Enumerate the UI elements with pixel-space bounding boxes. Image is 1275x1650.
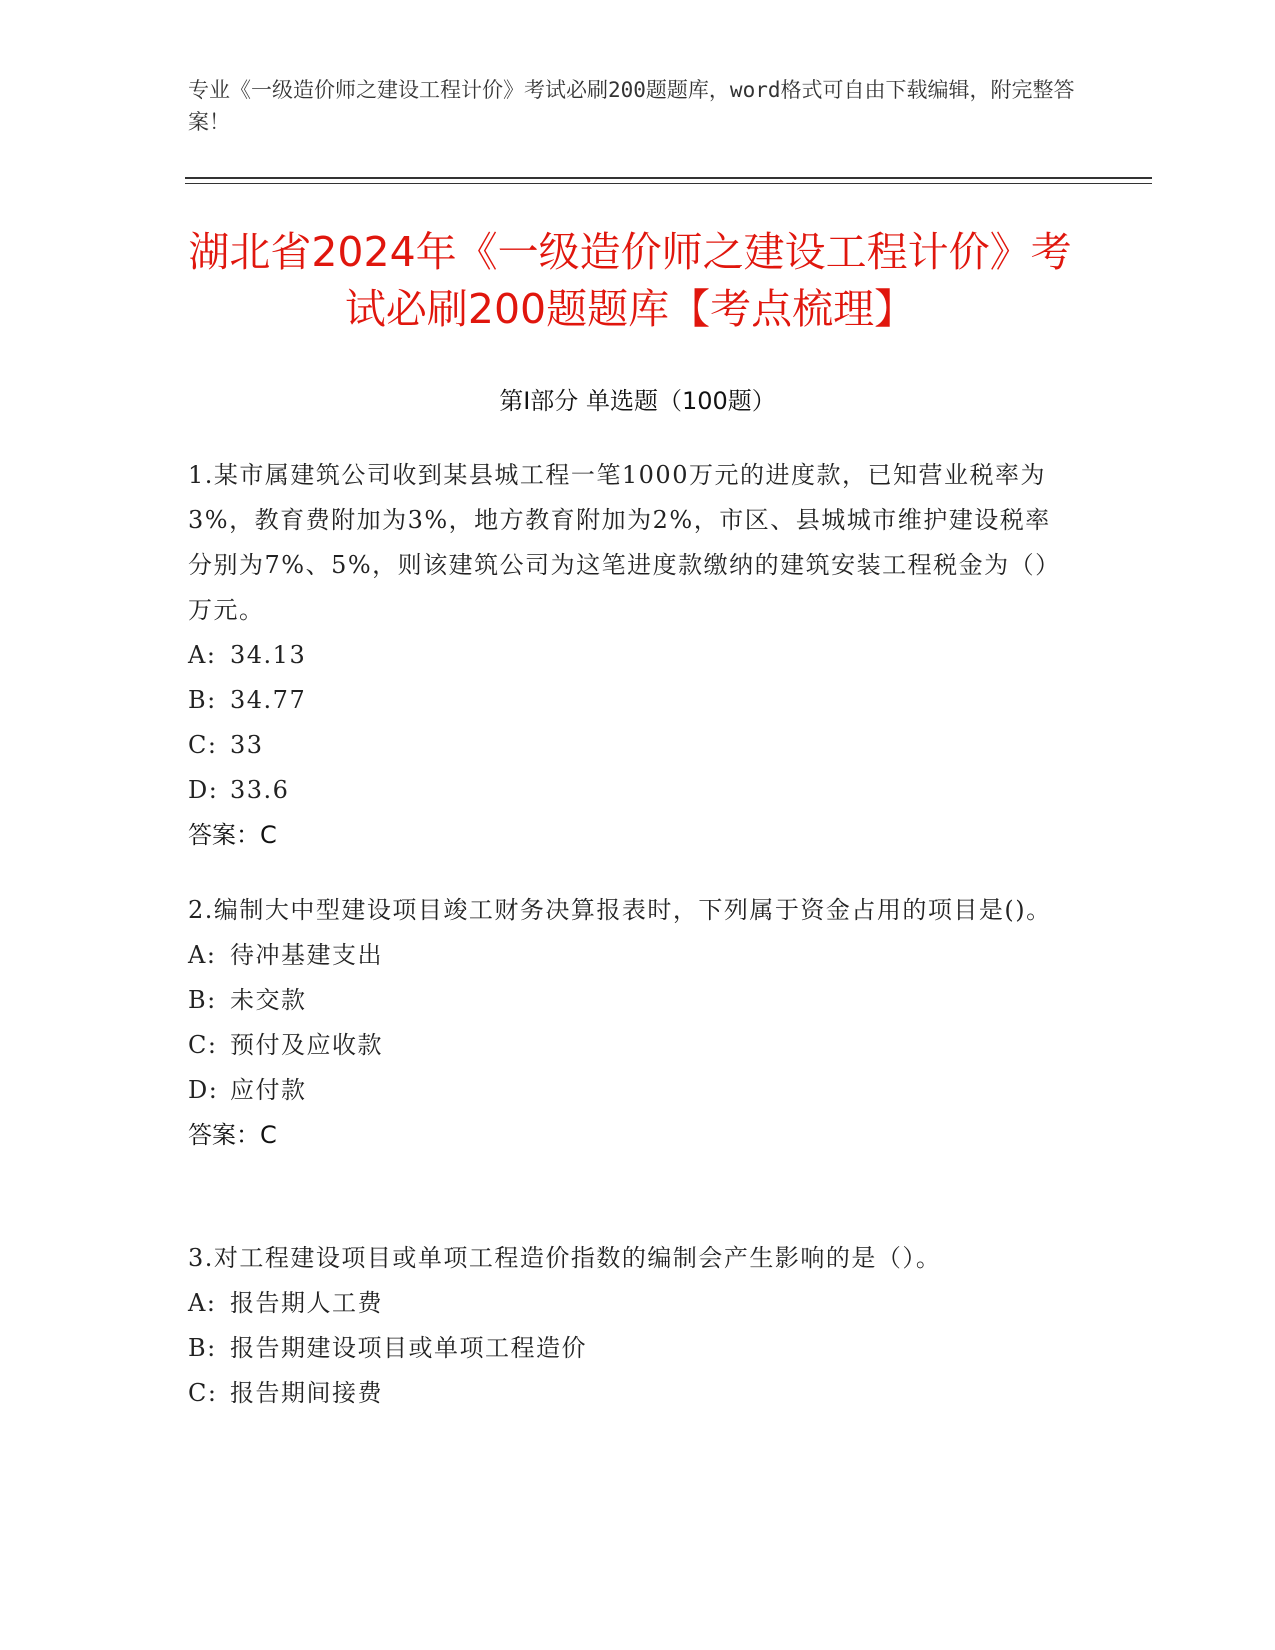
option-text: 报告期间接费	[230, 1379, 383, 1407]
option-key: B:	[188, 1334, 217, 1362]
question-2	[188, 888, 1068, 1158]
option-text: 33.6	[230, 776, 290, 804]
option-key: A:	[188, 641, 217, 669]
question-3	[188, 1236, 1068, 1416]
option-c	[188, 1371, 1068, 1416]
document-title: 湖北省2024年《一级造价师之建设工程计价》考试必刷200题题库【考点梳理】	[188, 228, 1072, 333]
option-d	[188, 768, 1068, 813]
option-text: 应付款	[230, 1076, 307, 1104]
option-key: A:	[188, 941, 217, 969]
option-text: 33	[230, 731, 264, 759]
option-key: C:	[188, 731, 218, 759]
option-text: 待冲基建支出	[230, 941, 383, 969]
option-key: D:	[188, 776, 219, 804]
option-c	[188, 723, 1068, 768]
header-divider-thin	[185, 183, 1152, 184]
option-key: A:	[188, 1289, 217, 1317]
question-stem: 1.某市属建筑公司收到某县城工程一笔1000万元的进度款，已知营业税率为3%，教育费附加为3%，地方教育附加为2%，市区、县城城市维护建设税率分别为7%、5%，则该建筑公司为这笔进度款缴纳的建筑安装工程税金为（）万元。	[188, 461, 1061, 624]
option-text: 未交款	[230, 986, 307, 1014]
question-1	[188, 453, 1068, 858]
option-text: 34.13	[230, 641, 307, 669]
option-key: C:	[188, 1379, 218, 1407]
option-b	[188, 1326, 1068, 1371]
option-text: 报告期人工费	[230, 1289, 383, 1317]
answer: 答案：C	[188, 821, 277, 849]
option-text: 预付及应收款	[230, 1031, 383, 1059]
option-text: 34.77	[230, 686, 307, 714]
question-stem: 3.对工程建设项目或单项工程造价指数的编制会产生影响的是（）。	[188, 1244, 942, 1272]
option-a	[188, 633, 1068, 678]
header-divider-thick	[185, 177, 1152, 179]
option-key: B:	[188, 986, 217, 1014]
question-stem: 2.编制大中型建设项目竣工财务决算报表时，下列属于资金占用的项目是()。	[188, 896, 1052, 924]
option-text: 报告期建设项目或单项工程造价	[230, 1334, 587, 1362]
option-key: D:	[188, 1076, 219, 1104]
option-key: B:	[188, 686, 217, 714]
option-d	[188, 1068, 1068, 1113]
section-title: 第I部分 单选题（100题）	[499, 387, 776, 415]
option-b	[188, 678, 1068, 723]
option-c	[188, 1023, 1068, 1068]
option-key: C:	[188, 1031, 218, 1059]
answer: 答案：C	[188, 1121, 277, 1149]
header-note: 专业《一级造价师之建设工程计价》考试必刷200题题库，word格式可自由下载编辑，附完整答案！	[188, 78, 1075, 134]
option-b	[188, 978, 1068, 1023]
option-a	[188, 933, 1068, 978]
option-a	[188, 1281, 1068, 1326]
